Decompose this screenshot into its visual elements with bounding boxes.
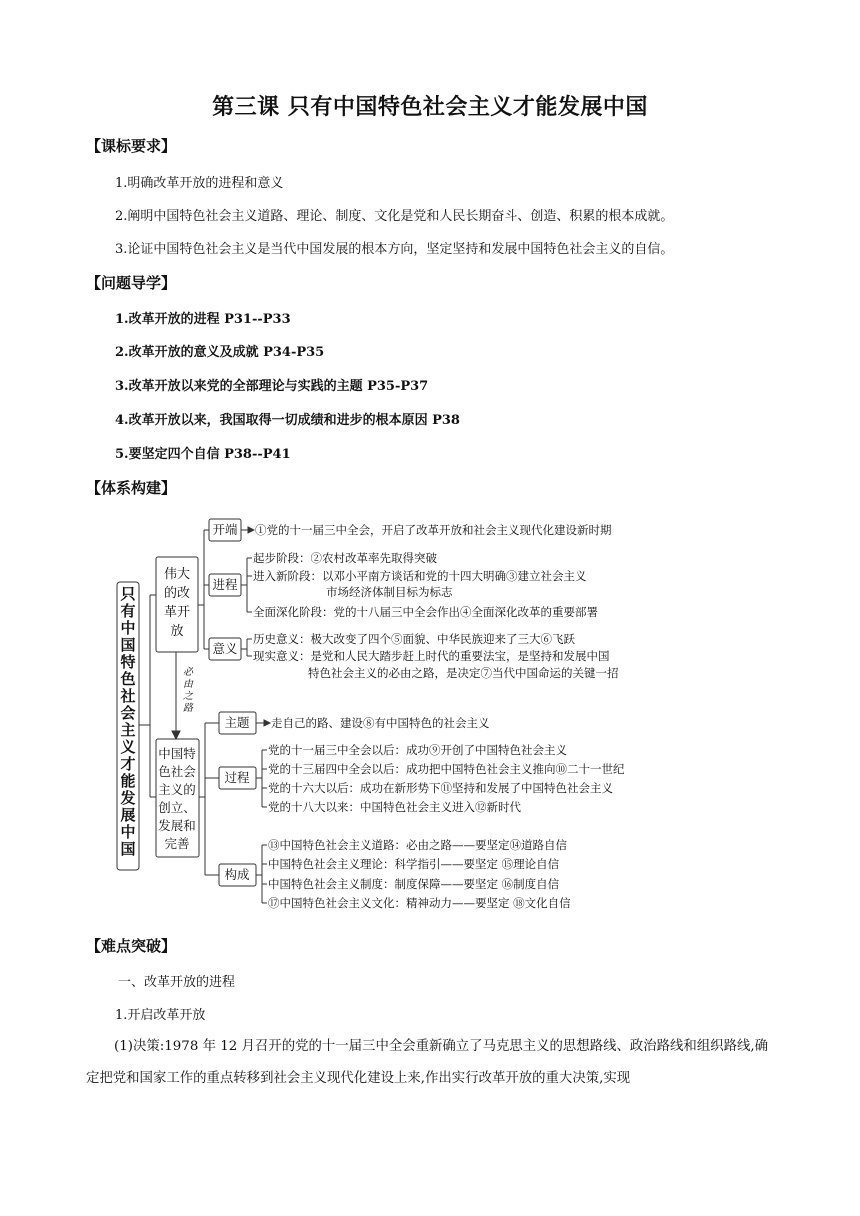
root-char: 义: [120, 738, 136, 756]
kaiduan-text: ①党的十一届三中全会，开启了改革开放和社会主义现代化建设新时期: [255, 523, 612, 537]
guide-item: 1.改革开放的进程 P31--P33: [115, 312, 291, 327]
node-kaiduan: 开端: [212, 522, 238, 537]
root-char: 中: [120, 619, 136, 637]
root-char: 会: [120, 704, 136, 722]
root-char: 有: [120, 602, 136, 620]
jincheng-line: 起步阶段：②农村改革率先取得突破: [253, 551, 437, 565]
standard-item: 3.论证中国特色社会主义是当代中国发展的根本方向，坚定坚持和发展中国特色社会主义的自信。: [115, 242, 674, 257]
root-char: 能: [120, 772, 136, 790]
section-heading-system: 【体系构建】: [86, 479, 177, 497]
root-char: 特: [120, 653, 136, 671]
section-heading-standards: 【课标要求】: [86, 137, 177, 155]
guocheng-line: 党的十六大以后：成功在新形势下⑪坚持和发展了中国特色社会主义: [268, 781, 613, 795]
root-char: 才: [120, 755, 136, 773]
goucheng-line: 中国特色社会主义制度：制度保障——要坚定 ⑯制度自信: [268, 877, 560, 891]
node-zhuti: 主题: [224, 715, 250, 730]
page-title: 第三课 只有中国特色社会主义才能发展中国: [212, 95, 648, 120]
branch1-label: 的改: [163, 586, 191, 601]
guide-item: 2.改革开放的意义及成就 P34-P35: [115, 345, 325, 360]
body-paragraph: (1)决策:1978 年 12 月召开的党的十一届三中全会重新确立了马克思主义的思想路线、政治路线和组织路线,确定把党和国家工作的重点转移到社会主义现代化建设上来,作出实行改革开放的重大决策,实现: [86, 1039, 769, 1086]
jincheng-line: 全面深化阶段：党的十八届三中全会作出④全面深化改革的重要部署: [253, 605, 598, 619]
connector-char: 之: [183, 691, 193, 702]
guide-item: 4.改革开放以来，我国取得一切成绩和进步的根本原因 P38: [115, 413, 460, 428]
branch1-label: 革开: [163, 605, 191, 620]
node-guocheng: 过程: [224, 770, 250, 785]
zhuti-text: 走自己的路、建设⑧有中国特色的社会主义: [271, 716, 490, 730]
jincheng-line: 进入新阶段：以邓小平南方谈话和党的十四大明确③建立社会主义: [253, 569, 587, 583]
root-char: 社: [120, 687, 136, 705]
root-char: 只: [120, 585, 136, 603]
root-char: 主: [120, 721, 136, 739]
node-jincheng: 进程: [212, 577, 238, 592]
connector-char: 路: [183, 703, 193, 714]
node-goucheng: 构成: [224, 867, 250, 882]
goucheng-line: ⑬中国特色社会主义道路：必由之路——要坚定⑭道路自信: [268, 838, 567, 852]
root-char: 中: [120, 823, 136, 841]
guide-item: 5.要坚定四个自信 P38--P41: [115, 447, 291, 462]
guocheng-line: 党的十三届四中全会以后：成功把中国特色社会主义推向⑩二十一世纪: [268, 762, 625, 776]
connector-char: 由: [183, 679, 193, 690]
branch2-label: 发展和: [158, 818, 196, 833]
yiyi-line: 历史意义：极大改变了四个⑤面貌、中华民族迎来了三大⑥飞跃: [253, 632, 575, 646]
guocheng-line: 党的十一届三中全会以后：成功⑨开创了中国特色社会主义: [268, 743, 567, 757]
yiyi-line: 特色社会主义的必由之路，是决定⑦当代中国命运的关键一招: [308, 666, 619, 680]
branch1-label: 伟大: [163, 567, 191, 582]
subheading: 1.开启改革开放: [115, 1008, 206, 1023]
branch2-label: 完善: [164, 836, 190, 851]
section-heading-guide: 【问题导学】: [86, 274, 177, 292]
yiyi-line: 现实意义：是党和人民大踏步赶上时代的重要法宝，是坚持和发展中国: [253, 649, 610, 663]
standard-item: 1.明确改革开放的进程和意义: [115, 176, 284, 191]
goucheng-line: 中国特色社会主义理论：科学指引——要坚定 ⑮理论自信: [268, 857, 560, 871]
branch2-label: 色社会: [158, 764, 196, 779]
node-yiyi: 意义: [212, 641, 238, 656]
root-char: 色: [120, 670, 136, 688]
branch2-label: 中国特: [158, 746, 196, 761]
guocheng-line: 党的十八大以来：中国特色社会主义进入⑫新时代: [268, 800, 521, 814]
branch2-label: 主义的: [158, 782, 196, 797]
standard-item: 2.阐明中国特色社会主义道路、理论、制度、文化是党和人民长期奋斗、创造、积累的根本成就。: [115, 209, 674, 224]
root-char: 发: [120, 789, 136, 807]
jincheng-line: 市场经济体制目标为标志: [326, 585, 453, 599]
root-char: 国: [120, 636, 136, 654]
branch2-label: 创立、: [158, 800, 196, 815]
root-char: 国: [120, 840, 136, 858]
subheading: 一、改革开放的进程: [118, 975, 236, 990]
concept-map: [0, 505, 860, 925]
branch1-label: 放: [170, 624, 184, 639]
goucheng-line: ⑰中国特色社会主义文化：精神动力——要坚定 ⑱文化自信: [268, 896, 571, 910]
section-heading-difficult: 【难点突破】: [86, 937, 177, 955]
connector-char: 必: [183, 667, 193, 678]
guide-item: 3.改革开放以来党的全部理论与实践的主题 P35-P37: [115, 379, 429, 394]
root-char: 展: [120, 806, 136, 824]
